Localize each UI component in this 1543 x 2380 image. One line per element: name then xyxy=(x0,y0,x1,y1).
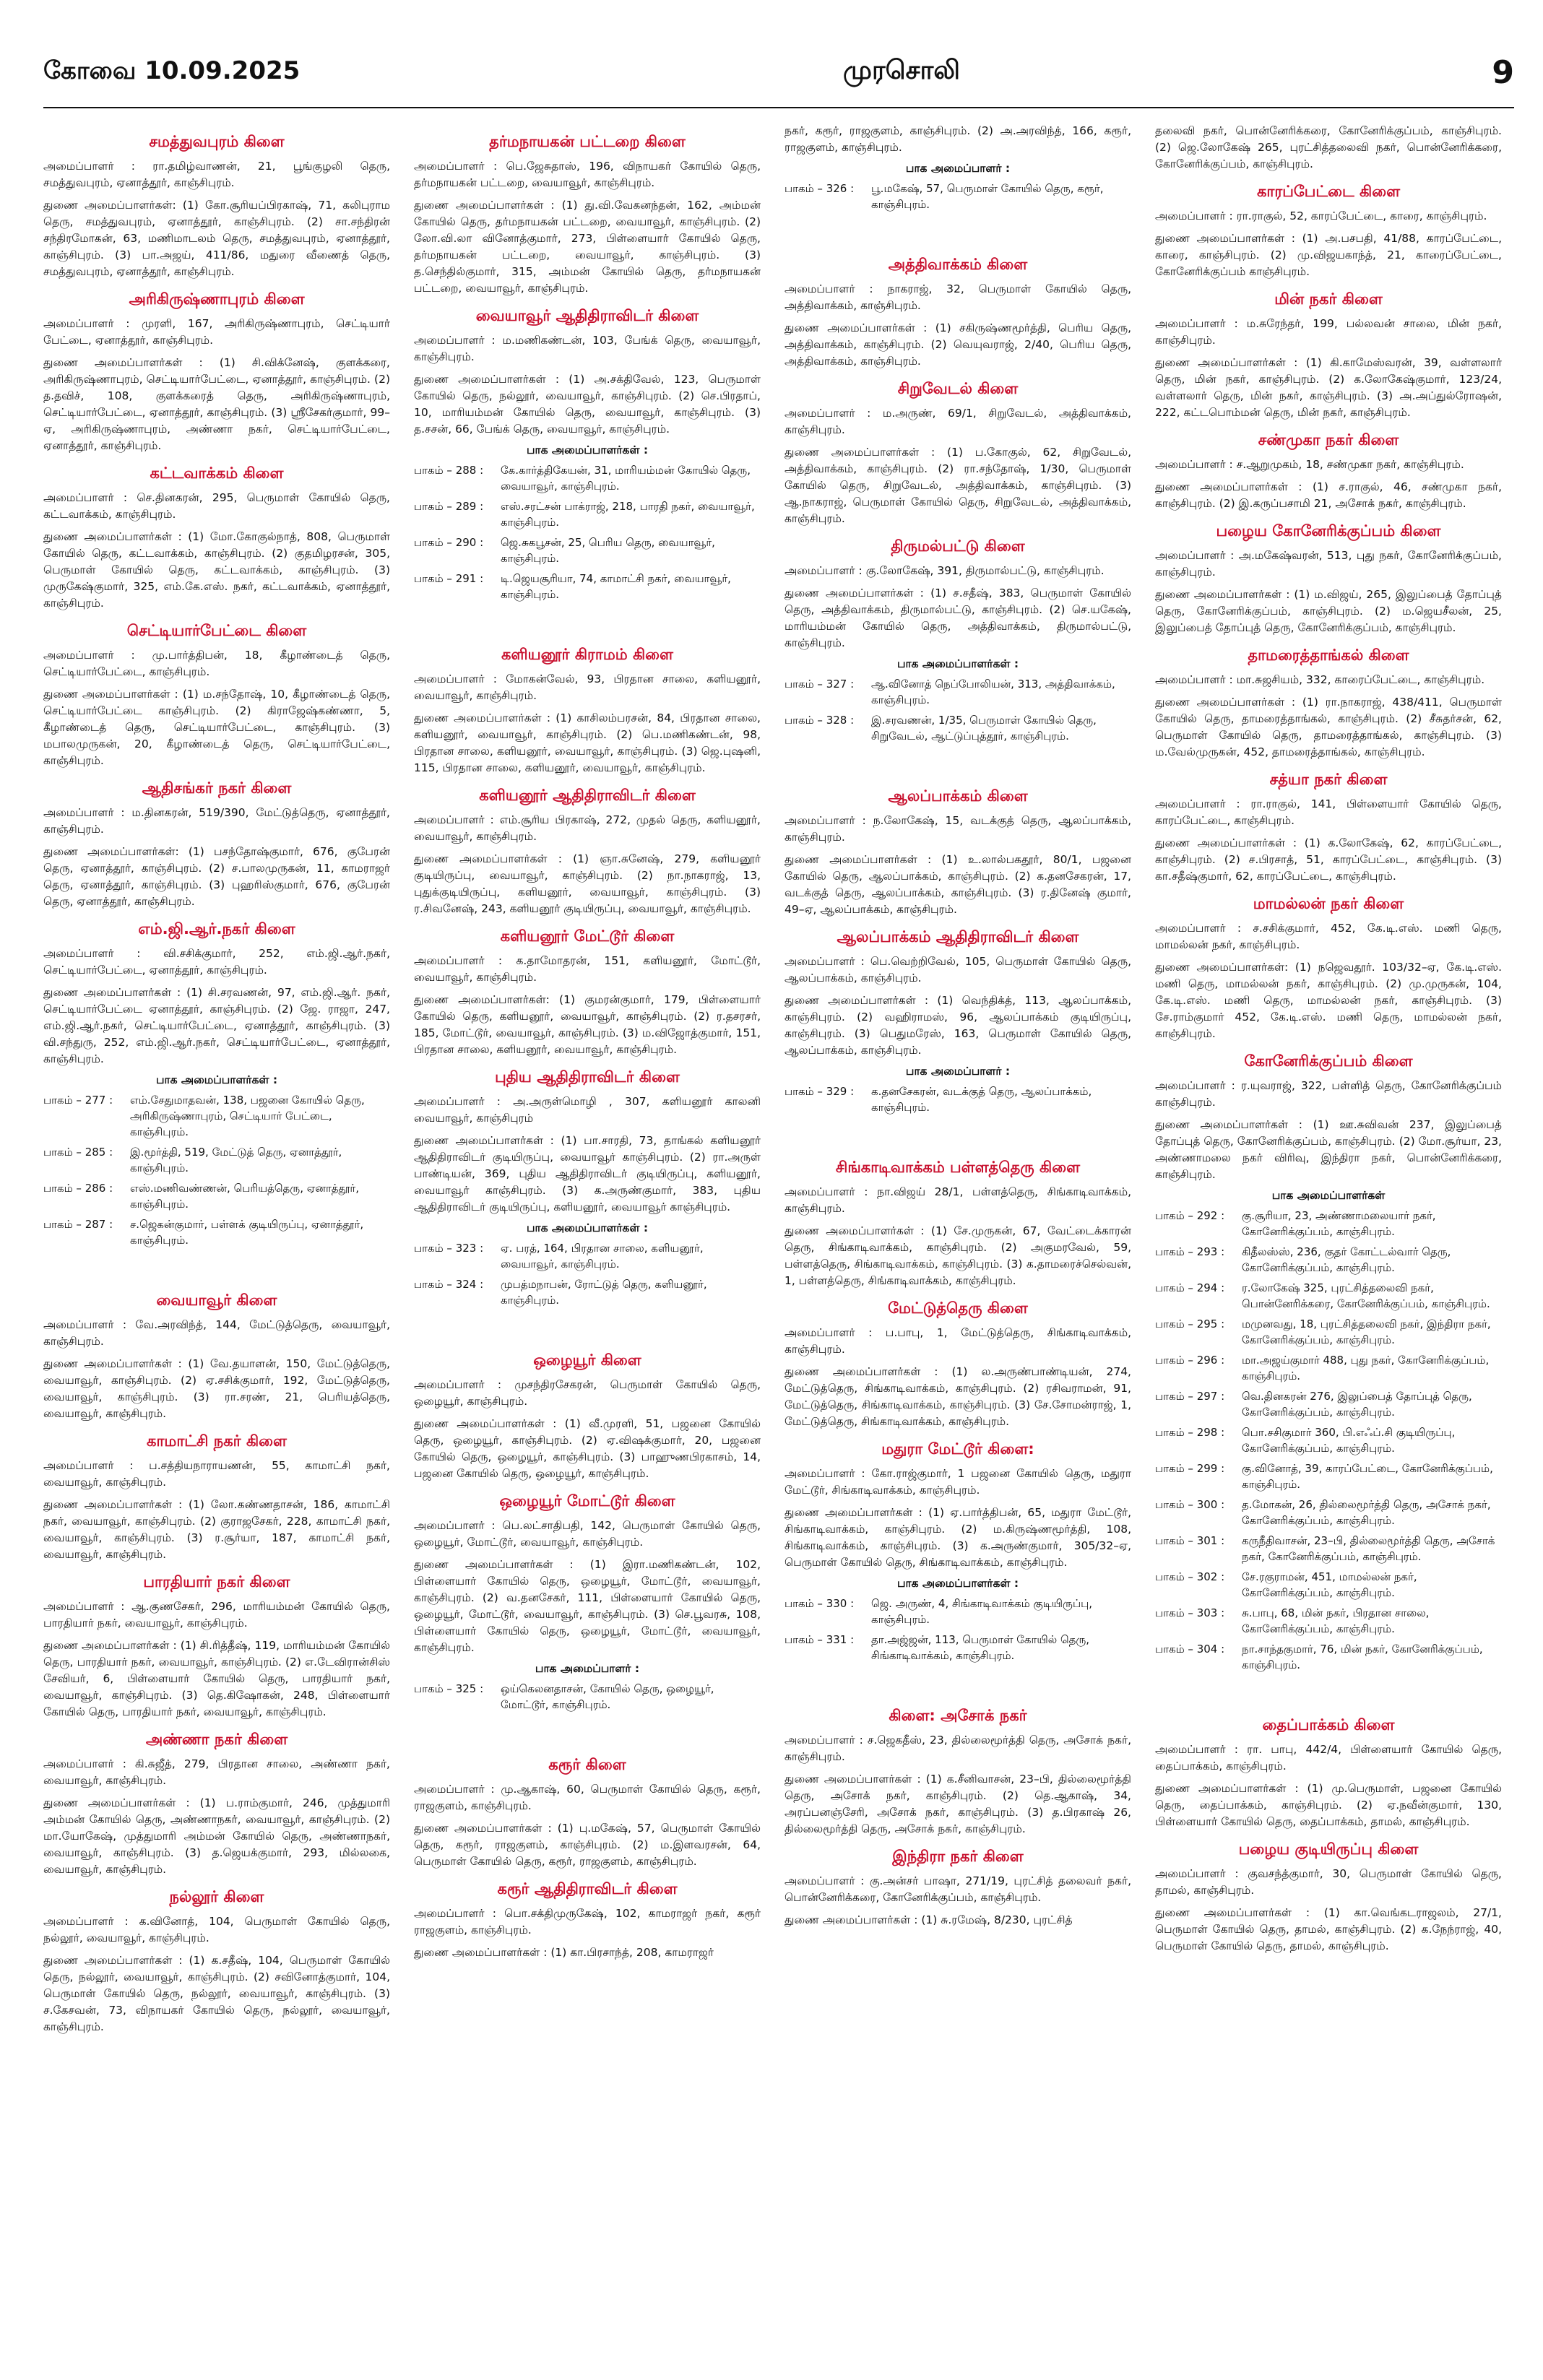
booth-number: பாகம் – 329 : xyxy=(785,1085,855,1098)
deputy-organizers-entry: துணை அமைப்பாளர்கள் : (1) சே.முருகன், 67, வேட்டைக்காரன் தெரு, சிங்காடிவாக்கம், காஞ்சிபுரம். (2) அகுமரவேல், 59, பள்ளத்தெரு, சிங்காடிவாக்கம், காஞ்சிபுரம். (3) க.தாமரைச்செல்வன், 1, பள்ளத்தெரு, சிங்காடிவாக்கம், காஞ்சிபுரம். xyxy=(785,1224,1131,1287)
organizer-entry: தலைவி நகர், பொன்னேரிக்கரை, கோனேரிக்குப்பம், காஞ்சிபுரம். (2) ஜெ.லோகேஷ் 265, புரட்சித்தலைவி நகர், பொன்னேரிக்கரை, கோனேரிக்குப்பம், காஞ்சிபுரம். xyxy=(1155,124,1502,170)
organizer-entry: அமைப்பாளர் : ச.ஆறுமுகம், 18, சண்முகா நகர், காஞ்சிபுரம். xyxy=(1155,458,1464,471)
organizer-entry: அமைப்பாளர் : குவசந்த்குமார், 30, பெருமாள் கோயில் தெரு, தாமல், காஞ்சிபுரம். xyxy=(1155,1867,1502,1897)
organizer-entry: அமைப்பாளர் : ச.சசிக்குமார், 452, கே.டி.எஸ். மணி தெரு, மாமல்லன் நகர், காஞ்சிபுரம். xyxy=(1155,922,1502,951)
organizer-entry: அமைப்பாளர் : முரளி, 167, அரிகிருஷ்ணாபுரம், செட்டியார் பேட்டை, ஏனாத்தூர், காஞ்சிபுரம். xyxy=(43,317,390,347)
section-subheading: பாக அமைப்பாளர்கள் xyxy=(1271,1189,1386,1202)
booth-organizer: மமுனவது, 18, புரட்சித்தலைவி நகர், இந்திரா நகர், கோனேரிக்குப்பம், காஞ்சிபுரம். xyxy=(1242,1317,1491,1346)
deputy-organizers-entry: துணை அமைப்பாளர்கள் : (1) மு.பெருமாள், பஜனை கோயில் தெரு, தைப்பாக்கம், காஞ்சிபுரம். (2) ஏ.நவீன்குமார், 130, பிள்ளையார் கோயில் தெரு, தைப்பாக்கம், தாமல், காஞ்சிபுரம். xyxy=(1155,1782,1502,1828)
spacer xyxy=(414,1312,761,1341)
organizer-entry: அமைப்பாளர் : அ.மகேஷ்வரன், 513, புது நகர், கோனேரிக்குப்பம், காஞ்சிபுரம். xyxy=(1155,549,1502,579)
column-4 xyxy=(1155,123,1502,2362)
section-subheading: பாக அமைப்பாளர் : xyxy=(905,162,1011,175)
booth-row xyxy=(414,498,761,530)
branch-heading: சிங்காடிவாக்கம் பள்ளத்தெரு கிளை xyxy=(835,1159,1081,1176)
spacer xyxy=(785,1668,1131,1697)
booth-row xyxy=(785,181,1131,212)
booth-number: பாகம் – 295 : xyxy=(1155,1317,1225,1330)
columns xyxy=(43,123,1517,2362)
deputy-organizers-entry: துணை அமைப்பாளர்கள் : (1) அ.சக்திவேல், 123, பெருமாள் கோயில் தெரு, நல்லூர், வையாவூர், காஞ்சிபுரம். (2) செ.பிரதாப், 10, மாரியம்மன் கோயில் தெரு, வையாவூர், காஞ்சிபுரம். (3) த.சசன், 66, பேங்க் தெரு, வையாவூர், காஞ்சிபுரம். xyxy=(414,373,761,436)
spacer xyxy=(414,1717,761,1746)
organizer-entry: அமைப்பாளர் : க.தாமோதரன், 151, களியனூர், மோட்டூர், வையாவூர், காஞ்சிபுரம். xyxy=(414,954,761,984)
organizer-entry: அமைப்பாளர் : வே.அரவிந்த், 144, மேட்டுத்தெரு, வையாவூர், காஞ்சிபுரம். xyxy=(43,1318,390,1348)
branch-heading: திருமல்பட்டு கிளை xyxy=(891,537,1025,555)
deputy-organizers-entry: துணை அமைப்பாளர்கள் : (1) மோ.கோகுல்நாத், 808, பெருமாள் கோயில் தெரு, கட்டவாக்கம், காஞ்சிபுரம். (2) குதமிழரசன், 305, பெருமாள் கோயில் தெரு, கட்டவாக்கம், காஞ்சிபுரம். (3) முருகேஷ்குமார், 325, எம்.கே.எஸ். நகர், கட்டவாக்கம், ஏனாத்தூர், காஞ்சிபுரம். xyxy=(43,530,390,610)
branch-heading: அரிகிருஷ்ணாபுரம் கிளை xyxy=(129,290,305,308)
branch-heading: கரூர் கிளை xyxy=(548,1756,626,1773)
branch-heading: களியனூர் மேட்டூர் கிளை xyxy=(500,927,675,945)
booth-number: பாகம் – 330 : xyxy=(785,1597,855,1610)
booth-organizer: தா.அஜ்ஜன், 113, பெருமாள் கோயில் தெரு, சிங்காடிவாக்கம், காஞ்சிபுரம். xyxy=(871,1633,1090,1662)
booth-row xyxy=(1155,1352,1502,1384)
booth-row xyxy=(1155,1388,1502,1420)
deputy-organizers-entry: துணை அமைப்பாளர்கள் : (1) ம.விஜய், 265, இலுப்பைத் தோப்புத் தெரு, கோனேரிக்குப்பம், காஞ்சிபுரம். (2) ம.ஜெயசீலன், 25, இலுப்பைத் தோப்புத் தெரு, கோனேரிக்குப்பம், காஞ்சிபுரம். xyxy=(1155,588,1502,634)
booth-row xyxy=(1155,1208,1502,1239)
branch-heading: சிறுவேடல் கிளை xyxy=(897,380,1019,397)
organizer-entry: நகர், கரூர், ராஜகுளம், காஞ்சிபுரம். (2) அ.அரவிந்த், 166, கரூர், ராஜகுளம், காஞ்சிபுரம். xyxy=(785,124,1131,154)
organizer-entry: அமைப்பாளர் : கு.லோகேஷ், 391, திருமால்பட்டு, காஞ்சிபுரம். xyxy=(785,564,1105,577)
booth-organizer: கருநீதிவாசன், 23–பி, தில்லைமூர்த்தி தெரு, அசோக் நகர், கோனேரிக்குப்பம், காஞ்சிபுரம். xyxy=(1242,1534,1495,1563)
organizer-entry: அமைப்பாளர் : மு.ஆகாஷ், 60, பெருமாள் கோயில் தெரு, கரூர், ராஜகுளம், காஞ்சிபுரம். xyxy=(414,1783,761,1812)
booth-number: பாகம் – 288 : xyxy=(414,464,484,477)
deputy-organizers-entry: துணை அமைப்பாளர்கள்: (1) நஜெவதூர். 103/32–ஏ, கே.டி.எஸ். மணி தெரு, மாமல்லன் நகர், காஞ்சிபுரம். (2) மு.முருகன், 104, கே.டி.எஸ். மணி தெரு, மாமல்லன் நகர், காஞ்சிபுரம். (3) சே.ராம்குமார் 452, கே.டி.எஸ். மணி தெரு, மாமல்லன் நகர், காஞ்சிபுரம். xyxy=(1155,961,1502,1040)
branch-heading: இந்திரா நகர் கிளை xyxy=(892,1848,1024,1865)
booth-row xyxy=(414,1240,761,1272)
column-2 xyxy=(414,123,761,2362)
booth-row xyxy=(1155,1244,1502,1276)
deputy-organizers-entry: துணை அமைப்பாளர்கள் : (1) சி.ரித்தீஷ், 119, மாரியம்மன் கோயில் தெரு, பாரதியார் நகர், வையாவூர், காஞ்சிபுரம். (2) எ.டேவிரான்சிஸ் சேவியர், 6, பிள்ளையார் கோயில் தெரு, பாரதியார் நகர், வையாவூர், காஞ்சிபுரம். (3) தெ.கிஷோகன், 248, பிள்ளையார் கோயில் தெரு, பாரதியார் நகர், வையாவூர், காஞ்சிபுரம். xyxy=(43,1639,390,1718)
section-subheading: பாக அமைப்பாளர்கள் : xyxy=(155,1073,278,1086)
booth-number: பாகம் – 302 : xyxy=(1155,1570,1225,1583)
booth-row xyxy=(43,1092,390,1140)
organizer-entry: அமைப்பாளர் : அ.அருள்மொழி , 307, களியனூர் காலனி வையாவூர், காஞ்சிபுரம் xyxy=(414,1095,761,1125)
booth-organizer: பொ.சசிகுமார் 360, பி.எஃப்.சி குடியிருப்பு, கோனேரிக்குப்பம், காஞ்சிபுரம். xyxy=(1242,1426,1456,1455)
deputy-organizers-entry: துணை அமைப்பாளர்கள் : (1) உ.லால்பகதூர், 80/1, பஜனை கோயில் தெரு, ஆலப்பாக்கம், காஞ்சிபுரம். (2) க.தனசேகரன், 17, வடக்குத் தெரு, ஆலப்பாக்கம், காஞ்சிபுரம். (3) ர.தினேஷ் குமார், 49–ஏ, ஆலப்பாக்கம், காஞ்சிபுரம். xyxy=(785,853,1131,916)
booth-row xyxy=(785,1632,1131,1663)
deputy-organizers-entry: துணை அமைப்பாளர்கள் : (1) சி.சரவணன், 97, எம்.ஜி.ஆர். நகர், செட்டியார்பேட்டை ஏனாத்தூர், காஞ்சிபுரம். (2) ஜே. ராஜா, 247, எம்.ஜி.ஆர்.நகர், செட்டியார்பேட்டை, ஏனாத்தூர், காஞ்சிபுரம். (3) வி.சந்துரு, 252, எம்.ஜி.ஆர்.நகர், செட்டியார்பேட்டை, ஏனாத்தூர், காஞ்சிபுரம். xyxy=(43,986,390,1065)
spacer xyxy=(43,1252,390,1281)
deputy-organizers-entry: துணை அமைப்பாளர்கள் : (1) ஏ.பார்த்திபன், 65, மதுரா மேட்டூர், சிங்காடிவாக்கம், காஞ்சிபுரம். (2) ம.கிருஷ்ணமூர்த்தி, 108, சிங்காடிவாக்கம், காஞ்சிபுரம். (3) க.அருண்குமார், 305/32–ஏ, பெருமாள் கோயில் தெரு, சிங்காடிவாக்கம், காஞ்சிபுரம். xyxy=(785,1506,1131,1569)
deputy-organizers-entry: துணை அமைப்பாளர்கள் : (1) கி.காமேஸ்வரன், 39, வள்ளலார் தெரு, மின் நகர், காஞ்சிபுரம். (2) க.லோகேஷ்குமார், 123/24, வள்ளலார் தெரு, மின் நகர், காஞ்சிபுரம். (3) அ.அப்துல்ரோஷன், 222, கட்டபொம்மன் தெரு, மின் நகர், காஞ்சிபுரம். xyxy=(1155,356,1502,419)
branch-heading: தாமரைத்தாங்கல் கிளை xyxy=(1248,646,1409,664)
booth-organizer: க.தனசேகரன், வடக்குத் தெரு, ஆலப்பாக்கம், காஞ்சிபுரம். xyxy=(871,1085,1092,1114)
booth-number: பாகம் – 323 : xyxy=(414,1242,484,1255)
deputy-organizers-entry: துணை அமைப்பாளர்கள் : (1) பா.சாரதி, 73, தாங்கல் களியனூர் ஆதிதிராவிடர் குடியிருப்பு, வையாவூர் காஞ்சிபுரம். (2) ரா.அருள் பாண்டியன், 369, புதிய ஆதிதிராவிடர் குடியிருப்பு, களியனூர், வையாவூர் காஞ்சிபுரம். (3) க.அருண்குமார், 383, புதிய ஆதிதிராவிடர் குடியிருப்பு, களியனூர், வையாவூர் காஞ்சிபுரம். xyxy=(414,1134,761,1213)
booth-row xyxy=(785,1596,1131,1627)
booth-organizer: ஏ. பரத், 164, பிரதான சாலை, களியனூர், வையாவூர், காஞ்சிபுரம். xyxy=(501,1242,704,1271)
booth-row xyxy=(1155,1569,1502,1601)
spacer xyxy=(785,1120,1131,1148)
booth-row xyxy=(785,1083,1131,1115)
deputy-organizers-entry: துணை அமைப்பாளர்கள்: (1) குமரன்குமார், 179, பிள்ளையார் கோயில் தெரு, களியனூர், வையாவூர், காஞ்சிபுரம். (2) ர.தசரசர், 185, மோட்டூர், வையாவூர், காஞ்சிபுரம். (3) ம.விஜோத்குமார், 151, பிரதான சாலை, களியனூர், வையாவூர், காஞ்சிபுரம். xyxy=(414,993,761,1056)
newspaper-name: முரசொலி xyxy=(843,56,960,85)
booth-row xyxy=(43,1144,390,1176)
deputy-organizers-entry: துணை அமைப்பாளர்கள் : (1) க.லோகேஷ், 62, காரப்பேட்டை, காஞ்சிபுரம். (2) ச.பிரசாத், 51, காரப்பேட்டை, காஞ்சிபுரம். (3) கா.சதீஷ்குமார், 62, காரப்பேட்டை, காஞ்சிபுரம். xyxy=(1155,836,1502,883)
branch-heading: பழைய கோனேரிக்குப்பம் கிளை xyxy=(1216,522,1441,540)
booth-number: பாகம் – 287 : xyxy=(43,1218,113,1231)
branch-heading: காமாட்சி நகர் கிளை xyxy=(147,1432,287,1450)
column-1 xyxy=(43,123,390,2362)
deputy-organizers-entry: துணை அமைப்பாளர்கள் : (1) லோ.கண்ணதாசன், 186, காமாட்சி நகர், வையாவூர், காஞ்சிபுரம். (2) குராஜசேகர், 228, காமாட்சி நகர், வையாவூர், காஞ்சிபுரம். (3) ர.சூர்யா, 187, காமாட்சி நகர், வையாவூர், காஞ்சிபுரம். xyxy=(43,1498,390,1561)
deputy-organizers-entry: துணை அமைப்பாளர்கள் : (1) ல.அருண்பாண்டியன், 274, மேட்டுத்தெரு, சிங்காடிவாக்கம், காஞ்சிபுரம். (2) ரசிவராமன், 91, மேட்டுத்தெரு, சிங்காடிவாக்கம், காஞ்சிபுரம். (3) சே.சோமன்ராஜ், 1, மேட்டுத்தெரு, சிங்காடிவாக்கம், காஞ்சிபுரம். xyxy=(785,1365,1131,1428)
booth-number: பாகம் – 298 : xyxy=(1155,1426,1225,1439)
organizer-entry: அமைப்பாளர் : நா.விஜய் 28/1, பள்ளத்தெரு, சிங்காடிவாக்கம், காஞ்சிபுரம். xyxy=(785,1185,1131,1215)
branch-heading: சண்முகா நகர் கிளை xyxy=(1258,431,1399,449)
deputy-organizers-entry: துணை அமைப்பாளர்கள் : (1) பு.மகேஷ், 57, பெருமாள் கோயில் தெரு, கரூர், ராஜகுளம், காஞ்சிபுரம். (2) ம.இளவரசன், 64, பெருமாள் கோயில் தெரு, கரூர், ராஜகுளம், காஞ்சிபுரம். xyxy=(414,1822,761,1868)
organizer-entry: அமைப்பாளர் : ர.யுவராஜ், 322, பள்ளித் தெரு, கோனேரிக்குப்பம் காஞ்சிபுரம். xyxy=(1155,1079,1502,1109)
column-3 xyxy=(785,123,1131,2362)
organizer-entry: அமைப்பாளர் : ச.ஜெகதீஸ், 23, தில்லைமூர்த்தி தெரு, அசோக் நகர், காஞ்சிபுரம். xyxy=(785,1734,1131,1763)
organizer-entry: அமைப்பாளர் : ரா.தமிழ்வாணன், 21, பூங்குழலி தெரு, சமத்துவபுரம், ஏனாத்தூர், காஞ்சிபுரம். xyxy=(43,160,390,189)
booth-number: பாகம் – 327 : xyxy=(785,678,855,691)
booth-number: பாகம் – 331 : xyxy=(785,1633,855,1646)
booth-row xyxy=(1155,1533,1502,1565)
branch-heading: அண்ணா நகர் கிளை xyxy=(145,1731,288,1748)
organizer-entry: அமைப்பாளர் : ம.சுரேந்தர், 199, பல்லவன் சாலை, மின் நகர், காஞ்சிபுரம். xyxy=(1155,317,1502,347)
booth-organizer: ச.ஜெகன்குமார், பள்ளக் குடியிருப்பு, ஏனாத்தூர், காஞ்சிபுரம். xyxy=(130,1218,364,1247)
organizer-entry: அமைப்பாளர் : மு.பார்த்திபன், 18, கீழாண்டைத் தெரு, செட்டியார்பேட்டை, காஞ்சிபுரம். xyxy=(43,649,390,678)
booth-row xyxy=(414,1681,761,1713)
organizer-entry: அமைப்பாளர் : ரா.ராகுல், 52, காரப்பேட்டை, காரை, காஞ்சிபுரம். xyxy=(1155,209,1487,222)
booth-row xyxy=(1155,1424,1502,1456)
booth-number: பாகம் – 300 : xyxy=(1155,1498,1225,1511)
branch-heading: ஒழையூர் கிளை xyxy=(533,1351,641,1369)
spacer xyxy=(785,748,1131,777)
booth-number: பாகம் – 290 : xyxy=(414,536,484,549)
branch-heading: சமத்துவபுரம் கிளை xyxy=(149,133,285,150)
organizer-entry: அமைப்பாளர் : எம்.சூரிய பிரகாஷ், 272, முதல் தெரு, களியனூர், வையாவூர், காஞ்சிபுரம். xyxy=(414,813,761,843)
booth-row xyxy=(43,1216,390,1248)
branch-heading: பழைய குடியிருப்பு கிளை xyxy=(1238,1840,1419,1858)
booth-number: பாகம் – 292 : xyxy=(1155,1209,1225,1222)
booth-organizer: சு.பாபு, 68, மின் நகர், பிரதான சாலை, கோனேரிக்குப்பம், காஞ்சிபுரம். xyxy=(1242,1606,1430,1635)
branch-heading: எம்.ஜி.ஆர்.நகர் கிளை xyxy=(138,920,295,938)
booth-organizer: ஆ.வினோத் நெப்போலியன், 313, அத்திவாக்கம், காஞ்சிபுரம். xyxy=(871,678,1115,706)
booth-number: பாகம் – 289 : xyxy=(414,500,484,513)
page-number: 9 xyxy=(1492,53,1514,91)
booth-number: பாகம் – 301 : xyxy=(1155,1534,1225,1547)
deputy-organizers-entry: துணை அமைப்பாளர்கள் : (1) து.வி.வேகனந்தன், 162, அம்மன் கோயில் தெரு, தர்மநாயகன் பட்டறை, வையாவூர், காஞ்சிபுரம். (2) லோ.வி.லா வினோத்குமார், 273, பிள்ளையார் கோயில் தெரு, தர்மநாயகன் பட்டறை, வையாவூர், காஞ்சிபுரம். (3) த.செந்தில்குமார், 315, அம்மன் கோயில் தெரு, தர்மநாயகன் பட்டறை, வையாவூர், காஞ்சிபுரம். xyxy=(414,199,761,295)
booth-row xyxy=(1155,1641,1502,1673)
deputy-organizers-entry: துணை அமைப்பாளர்கள் : (1) அ.பசபதி, 41/88, காரப்பேட்டை, காரை, காஞ்சிபுரம். (2) மு.விஜயகாந்த், 21, காரைப்பேட்டை, கோனேரிக்குப்பம் காஞ்சிபுரம். xyxy=(1155,232,1502,278)
booth-organizer: ஜெ.சுகபூசன், 25, பெரிய தெரு, வையாவூர், காஞ்சிபுரம். xyxy=(501,536,715,565)
booth-number: பாகம் – 291 : xyxy=(414,572,484,585)
booth-row xyxy=(785,676,1131,708)
branch-heading: ஆதிசங்கர் நகர் கிளை xyxy=(142,779,292,797)
branch-heading: மின் நகர் கிளை xyxy=(1274,290,1383,308)
deputy-organizers-entry: துணை அமைப்பாளர்கள் : (1) ப.கோகுல், 62, சிறுவேடல், அத்திவாக்கம், காஞ்சிபுரம். (2) ரா.சந்தோஷ், 1/30, பெருமாள் கோயில் தெரு, சிறுவேடல், அத்திவாக்கம், காஞ்சிபுரம். (3) ஆ.நாகராஜ், பெருமாள் கோயில் தெரு, சிறுவேடல், அத்திவாக்கம், காஞ்சிபுரம். xyxy=(785,446,1131,525)
booth-row xyxy=(1155,1497,1502,1528)
organizer-entry: அமைப்பாளர் : பெ.ஜேசுதாஸ், 196, விநாயகர் கோயில் தெரு, தர்மநாயகன் பட்டறை, வையாவூர், காஞ்சிபுரம். xyxy=(414,160,761,189)
branch-heading: தர்மநாயகன் பட்டறை கிளை xyxy=(489,133,686,150)
deputy-organizers-entry: துணை அமைப்பாளர்கள்: (1) கோ.சூரியப்பிரகாஷ், 71, கலிபுராம தெரு, சமத்துவபுரம், ஏனாத்தூர், காஞ்சிபுரம். (2) சா.சந்திரன் சந்திரமோகன், 63, மணிமாடலம் தெரு, சமத்துவபுரம், ஏனாத்தூர், காஞ்சிபுரம். (3) பா.அஜய், 411/86, மதுரை வீணைத் தெரு, சமத்துவபுரம், ஏனாத்தூர், காஞ்சிபுரம். xyxy=(43,199,390,278)
branch-heading: புதிய ஆதிதிராவிடர் கிளை xyxy=(495,1068,680,1086)
deputy-organizers-entry: துணை அமைப்பாளர்கள் : (1) ப.ராம்குமார், 246, முத்துமாரி அம்மன் கோயில் தெரு, அண்ணாநகர், வையாவூர், காஞ்சிபுரம். (2) மா.யோகேஷ், முத்துமாரி அம்மன் கோயில் தெரு, அண்ணாநகர், வையாவூர், காஞ்சிபுரம். (3) த.ஜெயக்குமார், 293, மில்லகை, வையாவூர், காஞ்சிபுரம். xyxy=(43,1796,390,1876)
branch-heading: தைப்பாக்கம் கிளை xyxy=(1262,1716,1395,1734)
booth-organizer: கிதீலஸ்ஸ், 236, குதர் கோட்டல்வார் தெரு, கோனேரிக்குப்பம், காஞ்சிபுரம். xyxy=(1242,1245,1451,1274)
section-subheading: பாக அமைப்பாளர்கள் : xyxy=(526,1221,649,1234)
booth-number: பாகம் – 324 : xyxy=(414,1278,484,1291)
organizer-entry: அமைப்பாளர் : பொ.சக்திமுருகேஷ், 102, காமராஜர் நகர், கரூர் ராஜகுளம், காஞ்சிபுரம். xyxy=(414,1907,761,1937)
branch-heading: ஆலப்பாக்கம் ஆதிதிராவிடர் கிளை xyxy=(837,928,1079,945)
booth-organizer: இ.சரவணன், 1/35, பெருமாள் கோயில் தெரு, சிறுவேடல், ஆட்டுப்புத்தூர், காஞ்சிபுரம். xyxy=(871,714,1097,743)
booth-organizer: ர.லோகேஷ் 325, புரட்சித்தலைவி நகர், பொன்னேரிக்கரை, கோனேரிக்குப்பம், காஞ்சிபுரம். xyxy=(1242,1281,1490,1310)
booth-row xyxy=(414,462,761,494)
organizer-entry: அமைப்பாளர் : ப.சத்தியநாராயணன், 55, காமாட்சி நகர், வையாவூர், காஞ்சிபுரம். xyxy=(43,1459,390,1489)
deputy-organizers-entry: துணை அமைப்பாளர்கள் : (1) ச.ராகுல், 46, சண்முகா நகர், காஞ்சிபுரம். (2) இ.கருப்பசாமி 21, அசோக் நகர், காஞ்சிபுரம். xyxy=(1155,480,1502,510)
spacer xyxy=(414,607,761,636)
booth-organizer: டி.ஜெயசூரியா, 74, காமாட்சி நகர், வையாவூர், காஞ்சிபுரம். xyxy=(501,572,731,601)
organizer-entry: அமைப்பாளர் : ரா. பாபு, 442/4, பிள்ளையார் கோயில் தெரு, தைப்பாக்கம், காஞ்சிபுரம். xyxy=(1155,1743,1502,1773)
booth-row xyxy=(1155,1605,1502,1637)
branch-heading: கோனேரிக்குப்பம் கிளை xyxy=(1244,1052,1413,1070)
booth-number: பாகம் – 299 : xyxy=(1155,1462,1225,1475)
booth-number: பாகம் – 304 : xyxy=(1155,1643,1225,1656)
branch-heading: வையாவூர் ஆதிதிராவிடர் கிளை xyxy=(475,307,699,324)
booth-number: பாகம் – 303 : xyxy=(1155,1606,1225,1619)
booth-row xyxy=(785,712,1131,744)
deputy-organizers-entry: துணை அமைப்பாளர்கள் : (1) ம.சந்தோஷ், 10, கீழாண்டைத் தெரு, செட்டியார்பேட்டை காஞ்சிபுரம். (2) கிராஜேஷ்கண்ணா, 5, கீழாண்டைத் தெரு, செட்டியார்பேட்டை, காஞ்சிபுரம். (3) மபாலமுருகன், 20, கீழாண்டைத் தெரு, செட்டியார்பேட்டை, காஞ்சிபுரம். xyxy=(43,688,390,767)
booth-number: பாகம் – 297 : xyxy=(1155,1390,1225,1403)
booth-organizer: பூ.மகேஷ், 57, பெருமாள் கோயில் தெரு, கரூர், காஞ்சிபுரம். xyxy=(871,182,1104,211)
deputy-organizers-entry: துணை அமைப்பாளர்கள் : (1) கா.பிரசாந்த், 208, காமராஜர் xyxy=(414,1946,714,1959)
branch-heading: அத்திவாக்கம் கிளை xyxy=(888,256,1028,273)
booth-row xyxy=(414,1276,761,1308)
deputy-organizers-entry: துணை அமைப்பாளர்கள் : (1) சு.ரமேஷ், 8/230, புரட்சித் xyxy=(785,1913,1073,1926)
branch-heading: ஒழையூர் மோட்டூர் கிளை xyxy=(499,1492,675,1510)
organizer-entry: அமைப்பாளர் : ந.லோகேஷ், 15, வடக்குத் தெரு, ஆலப்பாக்கம், காஞ்சிபுரம். xyxy=(785,814,1131,844)
section-subheading: பாக அமைப்பாளர்கள் : xyxy=(896,657,1019,670)
deputy-organizers-entry: துணை அமைப்பாளர்கள் : (1) கா.வெங்கடராஜலம், 27/1, பெருமாள் கோயில் தெரு, தாமல், காஞ்சிபுரம். (2) க.நேந்ராஜ், 40, பெருமாள் கோயில் தெரு, தாமல், காஞ்சிபுரம். xyxy=(1155,1906,1502,1952)
organizer-entry: அமைப்பாளர் : கோ.ராஜ்குமார், 1 பஜனை கோயில் தெரு, மதுரா மேட்டூர், சிங்காடிவாக்கம், காஞ்சிபுரம். xyxy=(785,1467,1131,1497)
organizer-entry: அமைப்பாளர் : முசந்திரசேகரன், பெருமாள் கோயில் தெரு, ஒழையூர், காஞ்சிபுரம். xyxy=(414,1378,761,1408)
branch-heading: மாமல்லன் நகர் கிளை xyxy=(1253,895,1404,912)
organizer-entry: அமைப்பாளர் : செ.தினகரன், 295, பெருமாள் கோயில் தெரு, கட்டவாக்கம், காஞ்சிபுரம். xyxy=(43,491,390,521)
branch-heading: மேட்டுத்தெரு கிளை xyxy=(888,1299,1028,1317)
booth-organizer: எஸ்.சரட்சன் பாக்ராஜ், 218, பாரதி நகர், வையாவூர், காஞ்சிபுரம். xyxy=(501,500,755,529)
branch-heading: வையாவூர் கிளை xyxy=(156,1291,277,1309)
deputy-organizers-entry: துணை அமைப்பாளர்கள் : (1) வெந்திக்த், 113, ஆலப்பாக்கம், காஞ்சிபுரம். (2) வஹிராமஸ், 96, ஆலப்பாக்கம் குடியிருப்பு, காஞ்சிபுரம். (3) பெதுமரேஸ், 163, பெருமாள் கோயில் தெரு, ஆலப்பாக்கம், காஞ்சிபுரம். xyxy=(785,994,1131,1057)
organizer-entry: அமைப்பாளர் : ம.தினகரன், 519/390, மேட்டுத்தெரு, ஏனாத்தூர், காஞ்சிபுரம். xyxy=(43,806,390,836)
organizer-entry: அமைப்பாளர் : கி.சுஜீத், 279, பிரதான சாலை, அண்ணா நகர், வையாவூர், காஞ்சிபுரம். xyxy=(43,1757,390,1787)
booth-number: பாகம் – 326 : xyxy=(785,182,855,195)
issue-date: கோவை 10.09.2025 xyxy=(43,56,301,85)
deputy-organizers-entry: துணை அமைப்பாளர்கள்: (1) பசந்தோஷ்குமார், 676, குபேரன் தெரு, ஏனாத்தூர், காஞ்சிபுரம். (2) ச.பாலமுருகன், 11, காமராஜர் தெரு, ஏனாத்தூர், காஞ்சிபுரம். (3) புஹரிஸ்குமார், 676, குபேரன் தெரு, ஏனாத்தூர், காஞ்சிபுரம். xyxy=(43,845,390,908)
deputy-organizers-entry: துணை அமைப்பாளர்கள் : (1) வே.தயாளன், 150, மேட்டுத்தெரு, வையாவூர், காஞ்சிபுரம். (2) ஏ.சசிக்குமார், 192, மேட்டுத்தெரு, வையாவூர், காஞ்சிபுரம். (3) ரா.சரண், 21, பெரியத்தெரு, வையாவூர், காஞ்சிபுரம். xyxy=(43,1357,390,1420)
organizer-entry: அமைப்பாளர் : ப.பாபு, 1, மேட்டுத்தெரு, சிங்காடிவாக்கம், காஞ்சிபுரம். xyxy=(785,1326,1131,1356)
booth-row xyxy=(414,571,761,602)
organizer-entry: அமைப்பாளர் : கு.அன்சர் பாஷா, 271/19, புரட்சித் தலைவர் நகர், பொன்னேரிக்கரை, கோனேரிக்குப்பம், காஞ்சிபுரம். xyxy=(785,1874,1131,1904)
booth-row xyxy=(1155,1316,1502,1348)
branch-heading: களியனூர் கிராமம் கிளை xyxy=(501,646,674,663)
branch-heading: சத்யா நகர் கிளை xyxy=(1269,771,1388,788)
organizer-entry: அமைப்பாளர் : நாகராஜ், 32, பெருமாள் கோயில் தெரு, அத்திவாக்கம், காஞ்சிபுரம். xyxy=(785,282,1131,312)
organizer-entry: அமைப்பாளர் : வி.சசிக்குமார், 252, எம்.ஜி.ஆர்.நகர், செட்டியார்பேட்டை, ஏனாத்தூர், காஞ்சிபுரம். xyxy=(43,947,390,977)
deputy-organizers-entry: துணை அமைப்பாளர்கள் : (1) காசிலம்பரசன், 84, பிரதான சாலை, களியனூர், வையாவூர், காஞ்சிபுரம். (2) பெ.மணிகண்டன், 98, பிரதான சாலை, களியனூர், வையாவூர், காஞ்சிபுரம். (3) ஜெ.புஷனி, 115, பிரதான சாலை, களியனூர், வையாவூர், காஞ்சிபுரம். xyxy=(414,711,761,774)
deputy-organizers-entry: துணை அமைப்பாளர்கள் : (1) சகிருஷ்ணமூர்த்தி, பெரிய தெரு, அத்திவாக்கம், காஞ்சிபுரம். (2) வெயுவராஜ், 2/40, பெரிய தெரு, அத்திவாக்கம், காஞ்சிபுரம். xyxy=(785,321,1131,368)
branch-heading: பாரதியார் நகர் கிளை xyxy=(143,1573,290,1591)
branch-heading: கிளை: அசோக் நகர் xyxy=(889,1707,1027,1724)
booth-row xyxy=(1155,1461,1502,1492)
booth-organizer: முபத்மநாபன், ரோட்டுத் தெரு, களியனூர், காஞ்சிபுரம். xyxy=(501,1278,707,1307)
branch-heading: காரப்பேட்டை கிளை xyxy=(1256,183,1401,200)
booth-organizer: கு.சூரியா, 23, அண்ணாமலையார் நகர், கோனேரிக்குப்பம், காஞ்சிபுரம். xyxy=(1242,1209,1436,1238)
organizer-entry: அமைப்பாளர் : க.வினோத், 104, பெருமாள் கோயில் தெரு, நல்லூர், வையாவூர், காஞ்சிபுரம். xyxy=(43,1915,390,1944)
booth-number: பாகம் – 328 : xyxy=(785,714,855,727)
booth-number: பாகம் – 293 : xyxy=(1155,1245,1225,1258)
deputy-organizers-entry: துணை அமைப்பாளர்கள் : (1) சி.விக்னேஷ், குளக்கரை, அரிகிருஷ்ணாபுரம், செட்டியார்பேட்டை, ஏனாத்தூர், காஞ்சிபுரம். (2) த.தவிச், 108, குளக்கரைத் தெரு, அரிகிருஷ்ணாபுரம், செட்டியார்பேட்டை, ஏனாத்தூர், காஞ்சிபுரம். (3) ஸ்ரீசேகர்குமார், 99–ஏ, அரிகிருஷ்ணாபுரம், அண்ணா நகர், செட்டியார்பேட்டை, ஏனாத்தூர், காஞ்சிபுரம். xyxy=(43,356,390,452)
spacer xyxy=(1155,1677,1502,1706)
booth-organizer: எஸ்.மணிவண்ணன், பெரியத்தெரு, ஏனாத்தூர், காஞ்சிபுரம். xyxy=(130,1182,359,1211)
booth-number: பாகம் – 277 : xyxy=(43,1094,113,1107)
spacer xyxy=(785,217,1131,246)
booth-organizer: எம்.சேதுமாதவன், 138, பஜனை கோயில் தெரு, அரிகிருஷ்ணாபுரம், செட்டியார் பேட்டை, காஞ்சிபுரம். xyxy=(130,1094,365,1138)
section-subheading: பாக அமைப்பாளர் : xyxy=(905,1065,1011,1078)
section-subheading: பாக அமைப்பாளர் : xyxy=(535,1662,640,1675)
branch-heading: களியனூர் ஆதிதிராவிடர் கிளை xyxy=(479,787,696,804)
organizer-entry: அமைப்பாளர் : ஆ.குணசேகர், 296, மாரியம்மன் கோயில் தெரு, பாரதியார் நகர், வையாவூர், காஞ்சிபுரம். xyxy=(43,1600,390,1630)
booth-organizer: வெ.தினகரன் 276, இலுப்பைத் தோப்புத் தெரு, கோனேரிக்குப்பம், காஞ்சிபுரம். xyxy=(1242,1390,1472,1419)
deputy-organizers-entry: துணை அமைப்பாளர்கள் : (1) வீ.முரளி, 51, பஜனை கோயில் தெரு, ஒழையூர், காஞ்சிபுரம். (2) ஏ.விஷக்குமார், 20, பஜனை கோயில் தெரு, ஒழையூர், காஞ்சிபுரம். (3) பாஹுணபிரகாசம், 14, பஜனை கோயில் தெரு, ஒழையூர், காஞ்சிபுரம். xyxy=(414,1417,761,1480)
booth-organizer: இ.மூர்த்தி, 519, மேட்டுத் தெரு, ஏனாத்தூர், காஞ்சிபுரம். xyxy=(130,1146,342,1174)
booth-row xyxy=(43,1180,390,1212)
organizer-entry: அமைப்பாளர் : மோகன்வேல், 93, பிரதான சாலை, களியனூர், வையாவூர், காஞ்சிபுரம். xyxy=(414,672,761,702)
booth-organizer: கு.வினோத், 39, காரப்பேட்டை, கோனேரிக்குப்பம், காஞ்சிபுரம். xyxy=(1242,1462,1493,1491)
booth-row xyxy=(414,535,761,566)
branch-heading: கரூர் ஆதிதிராவிடர் கிளை xyxy=(497,1880,678,1897)
section-subheading: பாக அமைப்பாளர்கள் : xyxy=(526,443,649,456)
organizer-entry: அமைப்பாளர் : ம.அருண், 69/1, சிறுவேடல், அத்திவாக்கம், காஞ்சிபுரம். xyxy=(785,407,1131,436)
booth-number: பாகம் – 285 : xyxy=(43,1146,113,1159)
deputy-organizers-entry: துணை அமைப்பாளர்கள் : (1) ஞா.சுனேஷ், 279, களியனூர் குடியிருப்பு, வையாவூர், காஞ்சிபுரம். (2) நா.நாகராஜ், 13, புதுக்குடியிருப்பு, களியனூர், வையாவூர், காஞ்சிபுரம். (3) ர.சிவனேஷ், 243, களியனூர் குடியிருப்பு, வையாவூர், காஞ்சிபுரம். xyxy=(414,852,761,915)
organizer-entry: அமைப்பாளர் : ரா.ராகுல், 141, பிள்ளையார் கோயில் தெரு, காரப்பேட்டை, காஞ்சிபுரம். xyxy=(1155,797,1502,827)
deputy-organizers-entry: துணை அமைப்பாளர்கள் : (1) இரா.மணிகண்டன், 102, பிள்ளையார் கோயில் தெரு, ஒழையூர், மோட்டூர், வையாவூர், காஞ்சிபுரம். (2) வ.தனசேகர், 111, பிள்ளையார் கோயில் தெரு, ஒழையூர், மோட்டூர், வையாவூர், காஞ்சிபுரம். (3) செ.பூவரசு, 108, பிள்ளையார் கோயில் தெரு, ஒழையூர், மோட்டூர், வையாவூர், காஞ்சிபுரம். xyxy=(414,1558,761,1654)
booth-organizer: கே.கார்த்திகேயன், 31, மாரியம்மன் கோயில் தெரு, வையாவூர், காஞ்சிபுரம். xyxy=(501,464,751,493)
booth-row xyxy=(1155,1280,1502,1312)
branch-heading: மதுரா மேட்டூர் கிளை: xyxy=(881,1440,1034,1458)
booth-organizer: ஒய்கெலனதாசன், கோயில் தெரு, ஒழையூர், மோட்டூர், காஞ்சிபுரம். xyxy=(501,1682,714,1711)
branch-heading: ஆலப்பாக்கம் கிளை xyxy=(888,787,1028,805)
branch-heading: செட்டியார்பேட்டை கிளை xyxy=(126,622,307,639)
booth-number: பாகம் – 294 : xyxy=(1155,1281,1225,1294)
booth-organizer: த.மோகன், 26, தில்லைமூர்த்தி தெரு, அசோக் நகர், கோனேரிக்குப்பம், காஞ்சிபுரம். xyxy=(1242,1498,1491,1527)
booth-organizer: ஜெ. அருண், 4, சிங்காடிவாக்கம் குடியிருப்பு, காஞ்சிபுரம். xyxy=(871,1597,1093,1626)
booth-number: பாகம் – 325 : xyxy=(414,1682,484,1695)
booth-organizer: மா.அஜய்குமார் 488, புது நகர், கோனேரிக்குப்பம், காஞ்சிபுரம். xyxy=(1242,1354,1490,1382)
deputy-organizers-entry: துணை அமைப்பாளர்கள் : (1) க.சதீஷ், 104, பெருமாள் கோயில் தெரு, நல்லூர், வையாவூர், காஞ்சிபுரம். (2) சவினோத்குமார், 104, பெருமாள் கோயில் தெரு, நல்லூர், வையாவூர், காஞ்சிபுரம். (3) ச.கேசவன், 73, விநாயகர் கோயில் தெரு, நல்லூர், வையாவூர், காஞ்சிபுரம். xyxy=(43,1954,390,2033)
branch-heading: நல்லூர் கிளை xyxy=(169,1888,264,1905)
organizer-entry: அமைப்பாளர் : ம.மணிகண்டன், 103, பேங்க் தெரு, வையாவூர், காஞ்சிபுரம். xyxy=(414,334,761,363)
booth-number: பாகம் – 296 : xyxy=(1155,1354,1225,1367)
booth-organizer: சே.ரகுராமன், 451, மாமல்லன் நகர், கோனேரிக்குப்பம், காஞ்சிபுரம். xyxy=(1242,1570,1417,1599)
booth-number: பாகம் – 286 : xyxy=(43,1182,113,1195)
deputy-organizers-entry: துணை அமைப்பாளர்கள் : (1) ரா.நாகராஜ், 438/411, பெருமாள் கோயில் தெரு, தாமரைத்தாங்கல், காஞ்சிபுரம். (2) சீசுதர்சன், 62, பெருமாள் கோயில் தெரு, தாமரைத்தாங்கல், காஞ்சிபுரம். (3) ம.வேல்முருகன், 452, தாமரைத்தாங்கல், காஞ்சிபுரம். xyxy=(1155,696,1502,758)
organizer-entry: அமைப்பாளர் : மா.சுஜசியம், 332, காரைப்பேட்டை, காஞ்சிபுரம். xyxy=(1155,673,1485,686)
deputy-organizers-entry: துணை அமைப்பாளர்கள் : (1) ச.சதீஷ், 383, பெருமாள் கோயில் தெரு, அத்திவாக்கம், திருமால்பட்டு, காஞ்சிபுரம். (2) செ.யகேஷ், மாரியம்மன் கோயில் தெரு, அத்திவாக்கம், திருமால்பட்டு, காஞ்சிபுரம். xyxy=(785,587,1131,649)
booth-organizer: நா.சாந்தகுமார், 76, மின் நகர், கோனேரிக்குப்பம், காஞ்சிபுரம். xyxy=(1242,1643,1483,1671)
deputy-organizers-entry: துணை அமைப்பாளர்கள் : (1) க.சீனிவாசன், 23–பி, தில்லைமூர்த்தி தெரு, அசோக் நகர், காஞ்சிபுரம். (2) தெ.ஆகாஷ், 34, அரப்பனஞ்சேரி, அசோக் நகர், காஞ்சிபுரம். (3) த.பிரகாஷ் 26, தில்லைமூர்த்தி தெரு, அசோக் நகர், காஞ்சிபுரம். xyxy=(785,1773,1131,1835)
organizer-entry: அமைப்பாளர் : பெ.வெற்றிவேல், 105, பெருமாள் கோயில் தெரு, ஆலப்பாக்கம், காஞ்சிபுரம். xyxy=(785,955,1131,985)
page-header xyxy=(43,38,1514,108)
deputy-organizers-entry: துணை அமைப்பாளர்கள் : (1) ஊ.சுவிவன் 237, இலுப்பைத் தோப்புத் தெரு, கோனேரிக்குப்பம், காஞ்சிபுரம். (2) மோ.சூர்யா, 23, அண்ணாமலை நகர் விரிவு, இந்திரா நகர், பொன்னேரிக்கரை, காஞ்சிபுரம். xyxy=(1155,1118,1502,1181)
section-subheading: பாக அமைப்பாளர்கள் : xyxy=(896,1577,1019,1590)
organizer-entry: அமைப்பாளர் : பெ.லட்சாதிபதி, 142, பெருமாள் கோயில் தெரு, ஒழையூர், மோட்டூர், வையாவூர், காஞ்சிபுரம். xyxy=(414,1519,761,1549)
branch-heading: கட்டவாக்கம் கிளை xyxy=(150,464,284,482)
